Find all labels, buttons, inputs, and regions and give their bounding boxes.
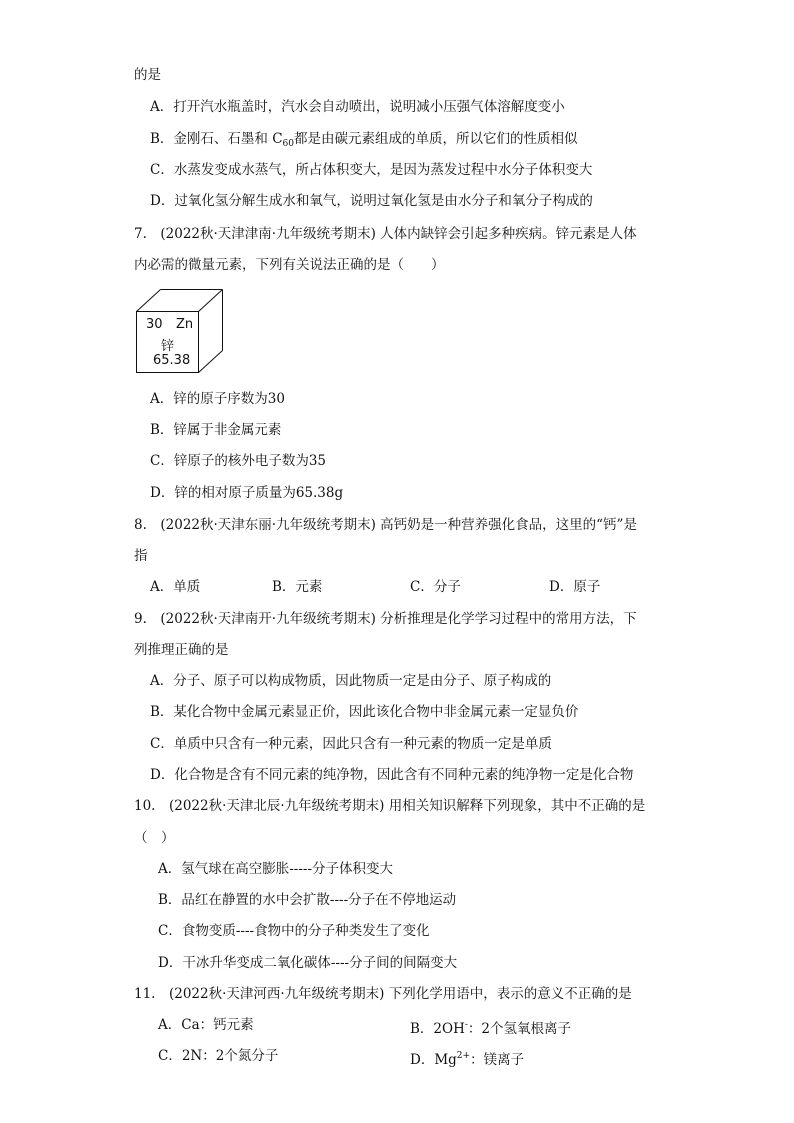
q10-option-b: B．品红在静置的水中会扩散----分子在不停地运动 bbox=[158, 892, 457, 908]
q9-option-b: B．某化合物中金属元素显正价，因此该化合物中非金属元素一定显负价 bbox=[150, 704, 579, 720]
q11-option-d-post: ：镁离子 bbox=[470, 1052, 525, 1068]
q6-option-b-pre: B．金刚石、石墨和 C bbox=[150, 131, 283, 147]
q6-option-b-subscript: 60 bbox=[282, 139, 294, 149]
q10-option-c: C．食物变质----食物中的分子种类发生了变化 bbox=[158, 923, 430, 939]
q10-stem-line1: 10. (2022秋·天津北辰·九年级统考期末) 用相关知识解释下列现象，其中不正确的是 bbox=[134, 798, 646, 814]
q8-stem-line2: 指 bbox=[134, 548, 148, 564]
q8-option-d: D．原子 bbox=[549, 579, 601, 595]
q11-option-b-pre: B．2OH bbox=[410, 1021, 465, 1037]
q6-stem-tail: 的是 bbox=[134, 67, 161, 83]
q11-stem: 11. (2022秋·天津河西·九年级统考期末) 下列化学用语中，表示的意义不正确的是 bbox=[134, 986, 632, 1002]
q11-option-d-pre: D．Mg bbox=[410, 1052, 457, 1068]
q7-stem-line1: 7. (2022秋·天津津南·九年级统考期末) 人体内缺锌会引起多种疾病。锌元素是人体 bbox=[134, 226, 637, 242]
q6-option-a: A．打开汽水瓶盖时，汽水会自动喷出，说明减小压强气体溶解度变小 bbox=[150, 99, 565, 115]
q11-option-b-post: ：2个氢氧根离子 bbox=[467, 1021, 571, 1037]
q8-option-a: A．单质 bbox=[150, 579, 201, 595]
q9-option-c: C．单质中只含有一种元素，因此只含有一种元素的物质一定是单质 bbox=[150, 736, 552, 752]
q7-option-a: A．锌的原子序数为30 bbox=[150, 391, 285, 407]
q11-option-b-charge: - bbox=[464, 1020, 468, 1030]
q7-option-b: B．锌属于非金属元素 bbox=[150, 422, 282, 438]
q9-option-a: A．分子、原子可以构成物质，因此物质一定是由分子、原子构成的 bbox=[150, 673, 552, 689]
q11-option-a: A．Ca：钙元素 bbox=[158, 1017, 254, 1033]
q8-option-b: B．元素 bbox=[272, 579, 323, 595]
q10-option-d: D．干冰升华变成二氧化碳体----分子间的间隔变大 bbox=[158, 955, 458, 971]
q6-option-b-post: 都是由碳元素组成的单质，所以它们的性质相似 bbox=[294, 131, 578, 147]
q7-option-d: D．锌的相对原子质量为65.38g bbox=[150, 485, 344, 501]
q10-option-a: A．氢气球在高空膨胀-----分子体积变大 bbox=[158, 861, 394, 877]
atomic-number: 30 bbox=[146, 317, 163, 332]
q7-stem-line2: 内必需的微量元素，下列有关说法正确的是（ ） bbox=[134, 257, 445, 273]
q9-stem-line1: 9. (2022秋·天津南开·九年级统考期末) 分析推理是化学学习过程中的常用方法，下 bbox=[134, 611, 637, 627]
relative-atomic-mass: 65.38 bbox=[153, 353, 191, 368]
q9-option-d: D．化合物是含有不同元素的纯净物，因此含有不同种元素的纯净物一定是化合物 bbox=[150, 767, 634, 783]
q11-option-d-charge: 2+ bbox=[456, 1051, 471, 1061]
element-symbol: Zn bbox=[176, 317, 194, 332]
q8-stem-line1: 8. (2022秋·天津东丽·九年级统考期末) 高钙奶是一种营养强化食品，这里的“钙”是 bbox=[134, 517, 637, 533]
q8-option-c: C．分子 bbox=[410, 579, 461, 595]
q6-option-c: C．水蒸发变成水蒸气，所占体积变大，是因为蒸发过程中水分子体积变大 bbox=[150, 162, 593, 178]
element-name: 锌 bbox=[161, 339, 175, 354]
q7-option-c: C．锌原子的核外电子数为35 bbox=[150, 453, 327, 469]
q11-option-b bbox=[410, 1016, 571, 1038]
zinc-element-cube bbox=[136, 289, 236, 373]
q11-option-c: C．2N：2个氮分子 bbox=[158, 1048, 279, 1064]
q6-option-d: D．过氧化氢分解生成水和氧气，说明过氧化氢是由水分子和氧分子构成的 bbox=[150, 193, 593, 209]
q10-stem-line2: （ ） bbox=[134, 830, 175, 846]
q6-option-b bbox=[150, 130, 578, 153]
q9-stem-line2: 列推理正确的是 bbox=[134, 642, 229, 658]
q11-option-d bbox=[410, 1047, 524, 1069]
